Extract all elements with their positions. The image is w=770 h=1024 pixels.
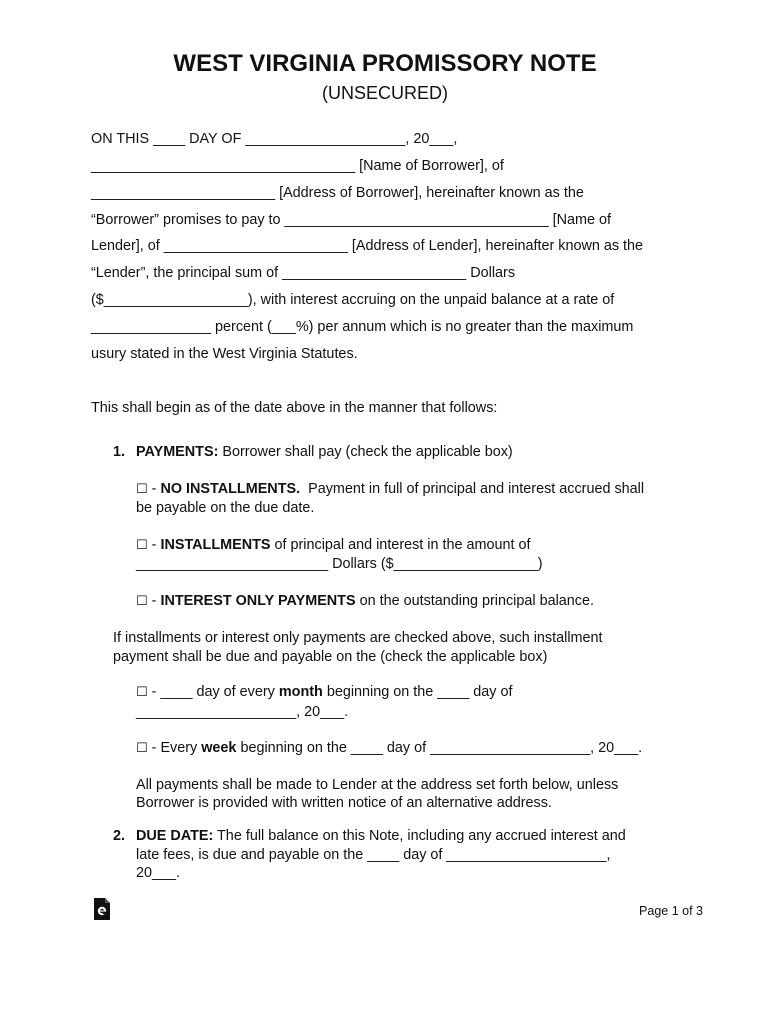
intro-line: “Borrower” promises to pay to _________________________________ [Name of bbox=[91, 212, 612, 228]
checkbox-installments[interactable]: ☐ bbox=[136, 538, 148, 553]
section-heading: PAYMENTS: bbox=[136, 444, 219, 460]
option-installments bbox=[136, 536, 531, 555]
option-text: of principal and interest in the amount of bbox=[270, 537, 531, 553]
option-text: - Every bbox=[147, 740, 202, 756]
section-1-heading-line bbox=[136, 443, 513, 461]
intro-line: ON THIS ____ DAY OF ____________________, 20___, bbox=[91, 131, 458, 147]
section-2-heading-line bbox=[136, 827, 626, 845]
checkbox-no-installments[interactable]: ☐ bbox=[136, 482, 148, 497]
option-text: - ____ day of every bbox=[147, 684, 279, 700]
option-text: beginning on the ____ day of bbox=[322, 684, 513, 700]
page-number: Page 1 of 3 bbox=[639, 904, 703, 918]
option-monthly bbox=[136, 683, 512, 702]
checkbox-weekly[interactable]: ☐ bbox=[136, 741, 148, 756]
conditional-text-line: If installments or interest only payments are checked above, such installment bbox=[113, 630, 603, 646]
intro-line: “Lender”, the principal sum of _______________________ Dollars bbox=[91, 265, 516, 281]
payment-address-line: Borrower is provided with written notice of an alternative address. bbox=[136, 795, 552, 811]
begin-text: This shall begin as of the date above in the manner that follows: bbox=[91, 400, 498, 416]
option-label: month bbox=[278, 684, 323, 700]
option-weekly bbox=[136, 739, 642, 758]
option-text: Payment in full of principal and interest accrued shall bbox=[300, 481, 645, 497]
intro-line: ($__________________), with interest accruing on the unpaid balance at a rate of bbox=[91, 292, 615, 308]
option-dash: - bbox=[147, 593, 161, 609]
section-text-line: 20___. bbox=[136, 865, 181, 881]
option-label: NO INSTALLMENTS. bbox=[160, 481, 301, 497]
payment-address-line: All payments shall be made to Lender at the address set forth below, unless bbox=[136, 777, 619, 793]
section-text: Borrower shall pay (check the applicable box) bbox=[218, 444, 513, 460]
option-interest-only bbox=[136, 592, 594, 611]
intro-line: Lender], of _______________________ [Address of Lender], hereinafter known as the bbox=[91, 238, 644, 254]
option-text-line: ________________________ Dollars ($__________________) bbox=[136, 556, 543, 572]
option-label: INTEREST ONLY PAYMENTS bbox=[160, 593, 356, 609]
intro-line: usury stated in the West Virginia Statutes. bbox=[91, 346, 358, 362]
option-label: week bbox=[201, 740, 237, 756]
document-subtitle: (UNSECURED) bbox=[322, 83, 448, 103]
checkbox-monthly[interactable]: ☐ bbox=[136, 685, 148, 700]
option-label: INSTALLMENTS bbox=[160, 537, 271, 553]
intro-line: _______________ percent (___%) per annum which is no greater than the maximum bbox=[91, 319, 634, 335]
section-text: The full balance on this Note, including any accrued interest and bbox=[213, 828, 626, 844]
option-text: on the outstanding principal balance. bbox=[355, 593, 594, 609]
option-dash: - bbox=[147, 481, 161, 497]
option-text: beginning on the ____ day of ____________________, 20___. bbox=[236, 740, 643, 756]
intro-line: _______________________ [Address of Borrower], hereinafter known as the bbox=[91, 185, 584, 201]
section-text-line: late fees, is due and payable on the ____ day of ____________________, bbox=[136, 847, 611, 863]
conditional-text-line: payment shall be due and payable on the (check the applicable box) bbox=[113, 649, 548, 665]
section-number: 1. bbox=[113, 444, 126, 460]
option-text-line: ____________________, 20___. bbox=[136, 704, 349, 720]
option-no-installments bbox=[136, 480, 644, 499]
section-number: 2. bbox=[113, 828, 126, 844]
intro-line: _________________________________ [Name of Borrower], of bbox=[91, 158, 504, 174]
option-dash: - bbox=[147, 537, 161, 553]
eforms-logo-icon bbox=[93, 897, 111, 921]
option-text-line: be payable on the due date. bbox=[136, 500, 315, 516]
checkbox-interest-only[interactable]: ☐ bbox=[136, 594, 148, 609]
section-heading: DUE DATE: bbox=[136, 828, 214, 844]
document-title: WEST VIRGINIA PROMISSORY NOTE bbox=[173, 50, 597, 77]
